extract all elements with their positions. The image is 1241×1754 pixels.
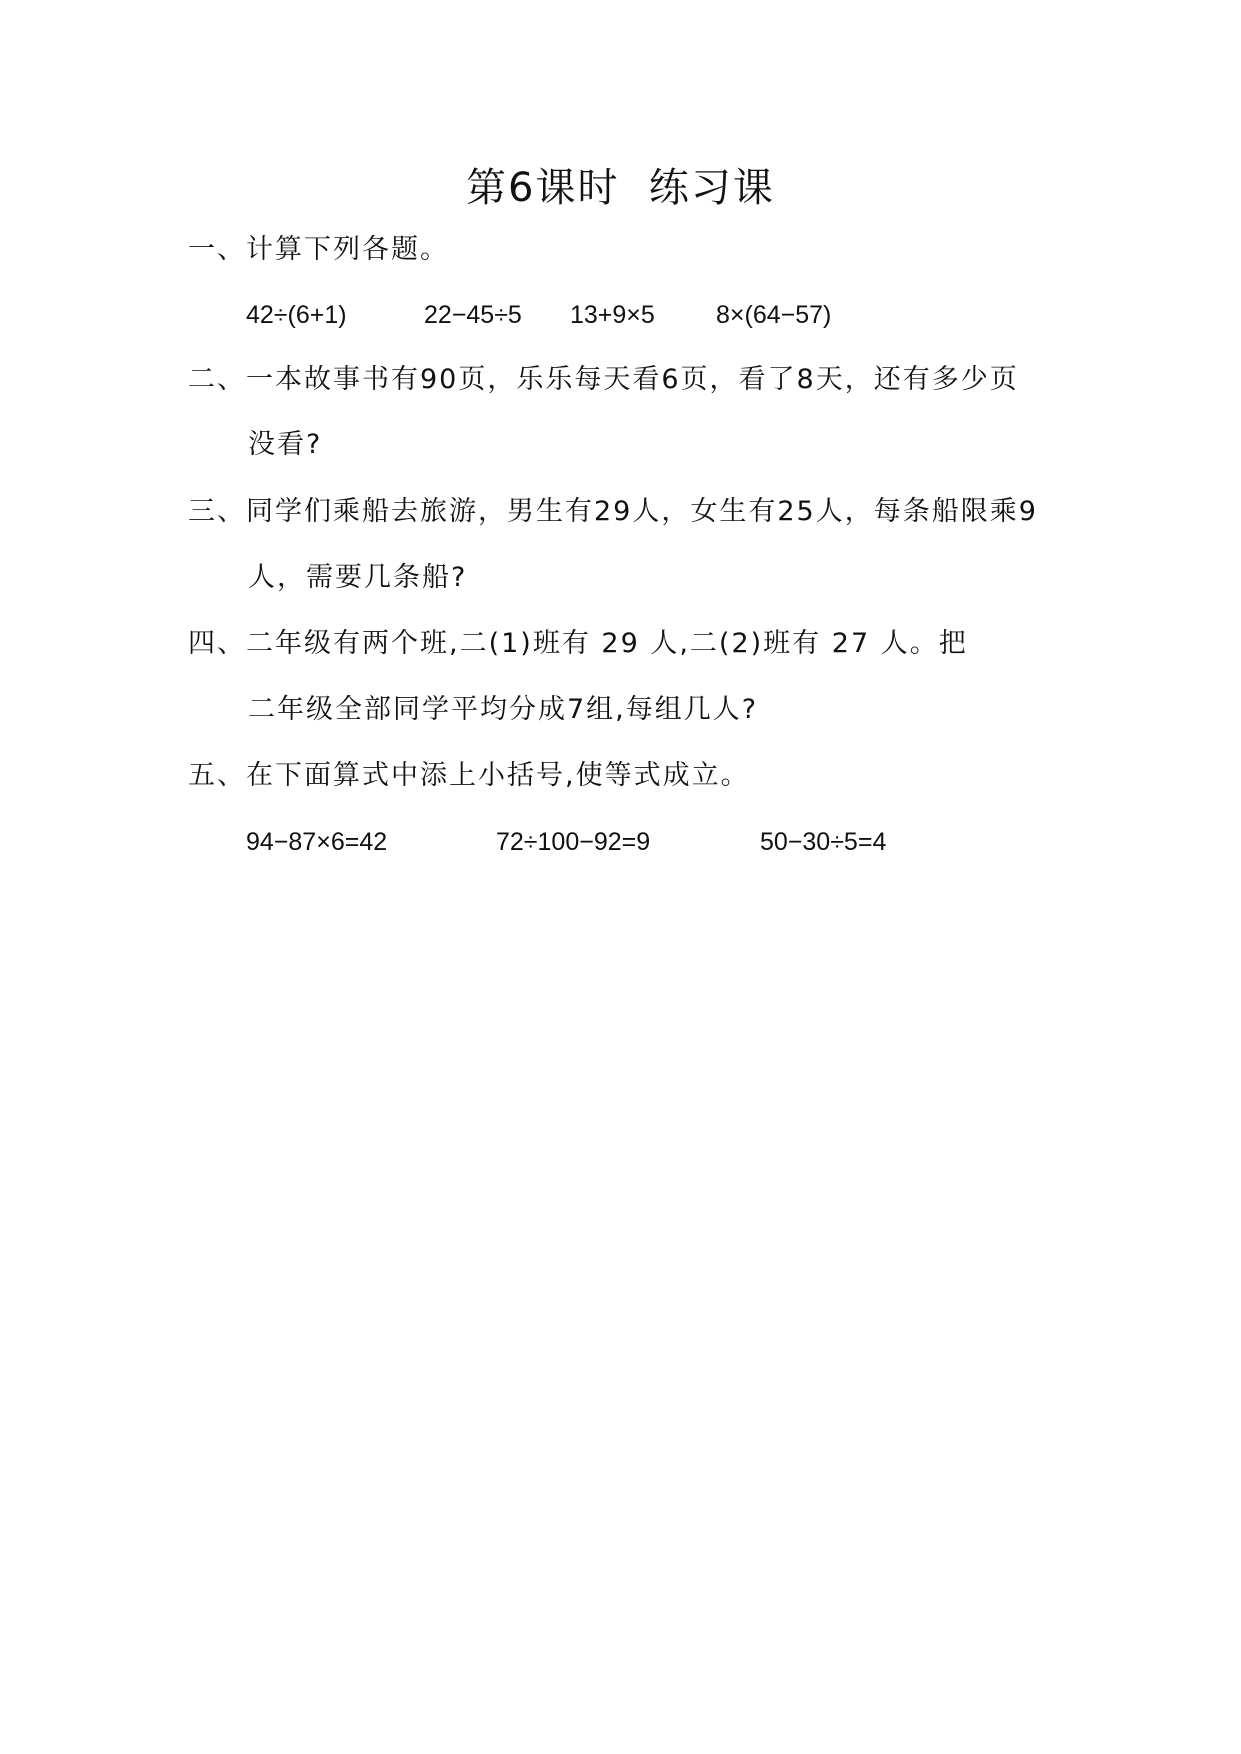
q1-expression-1: 42÷(6+1) bbox=[246, 301, 347, 329]
q5-equation-1: 94−87×6=42 bbox=[246, 828, 388, 856]
question-5-prompt: 五、在下面算式中添上小括号,使等式成立。 bbox=[188, 760, 750, 791]
q1-expression-3: 13+9×5 bbox=[570, 301, 655, 329]
q1-expression-2: 22−45÷5 bbox=[424, 301, 522, 329]
q5-equation-2: 72÷100−92=9 bbox=[496, 828, 651, 856]
q1-expression-4: 8×(64−57) bbox=[716, 301, 832, 329]
question-3-line-1: 三、同学们乘船去旅游，男生有29人，女生有25人，每条船限乘9 bbox=[188, 496, 1038, 527]
question-4-line-1: 四、二年级有两个班,二(1)班有 29 人,二(2)班有 27 人。把 bbox=[188, 628, 968, 659]
q5-equation-3: 50−30÷5=4 bbox=[760, 828, 887, 856]
question-2-line-1: 二、一本故事书有90页，乐乐每天看6页，看了8天，还有多少页 bbox=[188, 364, 1019, 395]
question-4-line-2: 二年级全部同学平均分成7组,每组几人? bbox=[248, 694, 759, 725]
question-1-prompt: 一、计算下列各题。 bbox=[188, 234, 449, 265]
page-title: 第6课时 练习课 bbox=[466, 165, 775, 211]
question-2-line-2: 没看? bbox=[248, 429, 323, 460]
question-3-line-2: 人，需要几条船? bbox=[248, 562, 468, 593]
